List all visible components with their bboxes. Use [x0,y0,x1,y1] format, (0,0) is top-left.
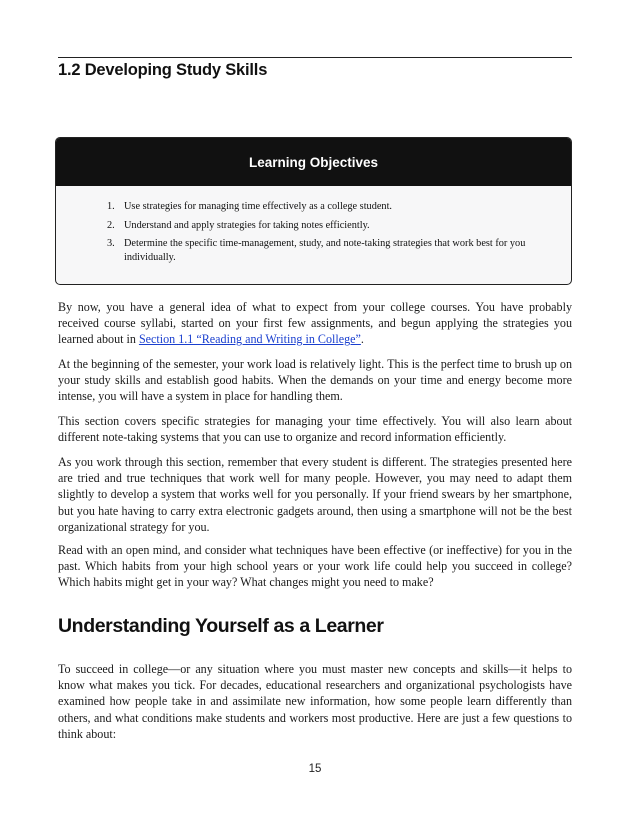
paragraph-open-mind: Read with an open mind, and consider what techniques have been effective (or ineffective) for you in the past. Which habits from your high school years or your work life could help you succeed in college? Which habits might get in your way? What changes might you need to make? [58,543,572,590]
objective-number: 1. [107,201,115,212]
learning-objectives-list [56,200,571,265]
learning-objectives-heading: Learning Objectives [56,138,571,186]
objective-item [107,219,551,233]
learning-objectives-box [55,137,572,285]
paragraph-intro [58,299,572,348]
paragraph-learner: To succeed in college—or any situation where you must master new concepts and skills—it helps to know what makes you tick. For decades, educational researchers and organizational psychologists have examined how people take in and assimilate new information, how some people learn differently than others, and what conditions make students and workers most productive. Here are just a few questions to think about: [58,662,572,741]
objective-number: 3. [107,238,115,249]
top-rule [58,57,572,58]
paragraph-section-overview: This section covers specific strategies for managing your time effectively. You will also learn about different note-taking systems that you can use to organize and record information efficiently. [58,414,572,445]
objective-number: 2. [107,219,115,231]
paragraph-every-student: As you work through this section, remember that every student is different. The strategies presented here are tried and true techniques that work well for many people. However, you may need to adapt them slightly to develop a system that works well for you personally. If your friend swears by her smartphone, but you hate having to carry extra electronic gadgets around, then using a smartphone will not be the best organizational strategy for you. [58,455,572,534]
section-1-1-link[interactable]: Section 1.1 “Reading and Writing in College” [138,332,361,347]
section-title: 1.2 Developing Study Skills [58,61,268,79]
objective-text: Understand and apply strategies for taking notes efficiently. [124,219,370,231]
paragraph-intro-end: . [360,332,364,347]
subsection-title: Understanding Yourself as a Learner [58,615,384,637]
objective-item [107,237,551,265]
paragraph-workload: At the beginning of the semester, your work load is relatively light. This is the perfect time to brush up on your study skills and establish good habits. When the demands on your time and energy become more intense, you will have a system in place for handling them. [58,357,572,404]
objective-text: Determine the specific time-management, study, and note-taking strategies that work best for you individually. [124,238,526,263]
paragraph-intro-text: By now, you have a general idea of what to expect from your college courses. You have probably received course syllabi, started on your first few assignments, and begun applying the strategies you learned about in [58,300,572,347]
objective-item [107,200,551,214]
page-number: 15 [308,763,322,775]
objective-text: Use strategies for managing time effectively as a college student. [124,201,393,212]
